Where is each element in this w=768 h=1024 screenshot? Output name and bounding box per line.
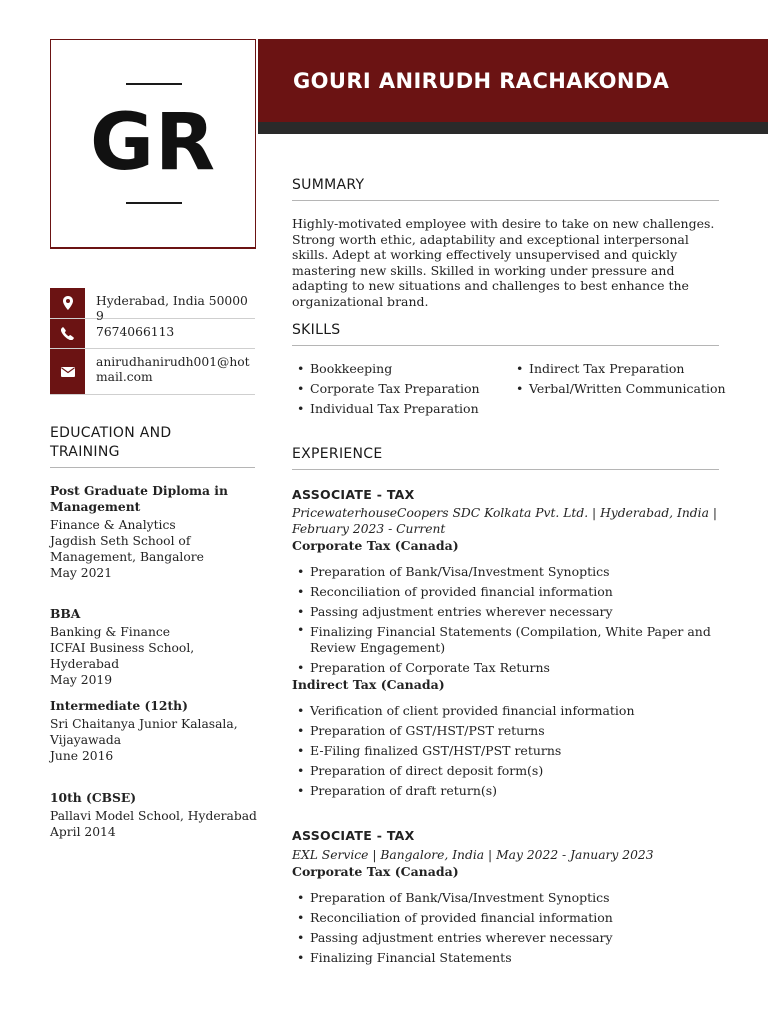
job-title: ASSOCIATE - TAX <box>292 828 415 843</box>
header-accent-bar <box>258 122 768 134</box>
contact-address: Hyderabad, India 500009 <box>96 294 248 323</box>
list-item: • Passing adjustment entries wherever necessary <box>292 928 722 948</box>
job-duties-list <box>292 701 722 801</box>
list-item: • Verification of client provided financial information <box>292 701 722 721</box>
summary-heading: SUMMARY <box>292 177 365 193</box>
phone-icon <box>50 319 85 348</box>
contact-row-email <box>50 349 255 395</box>
education-heading: EDUCATION AND TRAINING <box>50 425 172 460</box>
experience-rule <box>292 469 719 470</box>
job-title: ASSOCIATE - TAX <box>292 487 415 502</box>
list-item: • Preparation of draft return(s) <box>292 781 722 801</box>
job-duties-list <box>292 888 722 968</box>
list-item: • Bookkeeping <box>292 359 507 379</box>
skills-heading: SKILLS <box>292 322 341 338</box>
skills-list-right <box>511 359 726 399</box>
experience-heading: EXPERIENCE <box>292 446 383 462</box>
list-item: • Preparation of Bank/Visa/Investment Synoptics <box>292 888 722 908</box>
contact-row-address <box>50 288 255 323</box>
list-item: • Finalizing Financial Statements (Compilation, White Paper and Review Engagement) <box>292 622 722 656</box>
monogram-bottom-rule <box>126 202 182 204</box>
job-meta: EXL Service | Bangalore, India | May 2022 - January 2023 <box>292 848 654 862</box>
education-item: BBA Banking & Finance ICFAI Business School, Hyderabad May 2019 <box>50 606 195 687</box>
contact-email: anirudhanirudh001@hotmail.com <box>96 355 250 384</box>
list-item: • Preparation of Corporate Tax Returns <box>292 658 722 678</box>
contact-phone: 7674066113 <box>96 325 175 339</box>
job-group-title: Corporate Tax (Canada) <box>292 538 459 553</box>
list-item: • Reconciliation of provided financial information <box>292 582 722 602</box>
name-header <box>258 39 768 122</box>
location-pin-icon <box>50 288 85 318</box>
list-item: • Passing adjustment entries wherever necessary <box>292 602 722 622</box>
contact-row-phone <box>50 319 255 349</box>
list-item: • Preparation of GST/HST/PST returns <box>292 721 722 741</box>
education-rule <box>50 467 255 468</box>
skills-list-left <box>292 359 507 419</box>
list-item: • E-Filing finalized GST/HST/PST returns <box>292 741 722 761</box>
list-item: • Reconciliation of provided financial information <box>292 908 722 928</box>
summary-text: Highly-motivated employee with desire to take on new challenges. Strong worth ethic, adaptability and exceptional interpersonal skills. Adept at working effectively unsupervised and quickly mastering new skills. Skilled in working under pressure and adapting to new situations and challenges to best enhance the organizational brand. <box>292 216 715 309</box>
list-item: • Preparation of Bank/Visa/Investment Synoptics <box>292 562 722 582</box>
candidate-name: GOURI ANIRUDH RACHAKONDA <box>293 69 670 93</box>
list-item: • Corporate Tax Preparation <box>292 379 507 399</box>
education-item: Intermediate (12th) Sri Chaitanya Junior Kalasala, Vijayawada June 2016 <box>50 698 238 763</box>
education-item: 10th (CBSE) Pallavi Model School, Hyderabad April 2014 <box>50 790 257 839</box>
monogram-box <box>50 39 256 249</box>
job-group-title: Indirect Tax (Canada) <box>292 677 445 692</box>
job-meta: PricewaterhouseCoopers SDC Kolkata Pvt. Ltd. | Hyderabad, India | February 2023 - Current <box>292 506 717 536</box>
job-group-title: Corporate Tax (Canada) <box>292 864 459 879</box>
list-item: • Individual Tax Preparation <box>292 399 507 419</box>
job-duties-list <box>292 562 722 678</box>
list-item: • Indirect Tax Preparation <box>511 359 726 379</box>
skills-rule <box>292 345 719 346</box>
summary-rule <box>292 200 719 201</box>
monogram-top-rule <box>126 83 182 85</box>
monogram: GR <box>89 98 217 188</box>
list-item: • Finalizing Financial Statements <box>292 948 722 968</box>
list-item: • Verbal/Written Communication <box>511 379 726 399</box>
education-item: Post Graduate Diploma in Management Finance & Analytics Jagdish Seth School of Management, Bangalore May 2021 <box>50 483 228 580</box>
list-item: • Preparation of direct deposit form(s) <box>292 761 722 781</box>
envelope-icon <box>50 349 85 394</box>
